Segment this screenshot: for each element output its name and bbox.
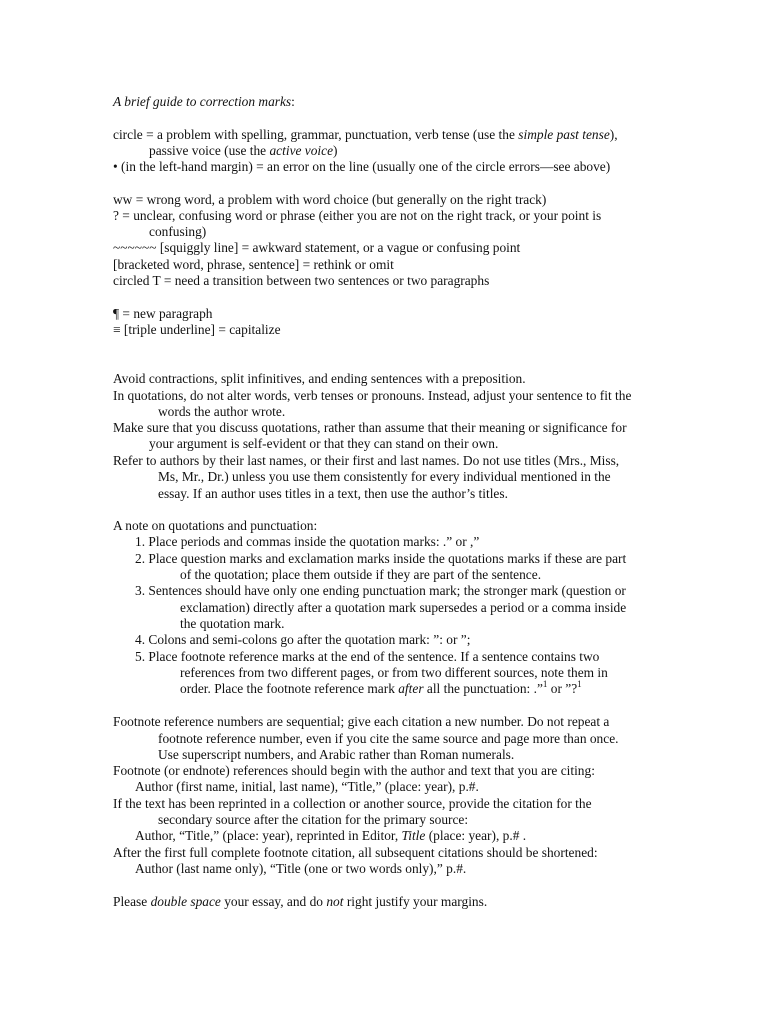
mark-bullet: • (in the left-hand margin) = an error on the line (usually one of the circle errors—see above) xyxy=(113,159,611,174)
punct-item-5-cont2: order. Place the footnote reference mark after all the punctuation: .”$^1$ or ”?$^1$ xyxy=(180,679,582,696)
mark-question-cont: confusing) xyxy=(149,224,207,239)
punct-item-3-cont1: exclamation) directly after a quotation mark supersedes a period or a comma inside xyxy=(180,600,627,615)
style-avoid: Avoid contractions, split infinitives, and ending sentences with a preposition. xyxy=(113,371,526,386)
punct-item-3-cont2: the quotation mark. xyxy=(180,616,285,631)
footnote-sequential: Footnote reference numbers are sequential; give each citation a new number. Do not repeat a xyxy=(113,714,610,729)
punct-item-5: 5. Place footnote reference marks at the end of the sentence. If a sentence contains two xyxy=(135,649,600,664)
punct-item-3: 3. Sentences should have only one ending punctuation mark; the stronger mark (question or xyxy=(135,583,626,598)
mark-circle: circle = a problem with spelling, grammar, punctuation, verb tense (use the simple past tense), xyxy=(113,127,618,142)
punct-item-2: 2. Place question marks and exclamation marks inside the quotations marks if these are part xyxy=(135,551,627,566)
footnote-sequential-cont1: footnote reference number, even if you cite the same source and page more than once. xyxy=(158,731,619,746)
footnote-reprinted-cont: secondary source after the citation for the primary source: xyxy=(158,812,469,827)
mark-circled-t: circled T = need a transition between two sentences or two paragraphs xyxy=(113,273,490,288)
style-discuss-cont: your argument is self-evident or that they can stand on their own. xyxy=(149,436,499,451)
footnote-sequential-cont2: Use superscript numbers, and Arabic rather than Roman numerals. xyxy=(158,747,515,762)
style-discuss: Make sure that you discuss quotations, rather than assume that their meaning or significance for xyxy=(113,420,627,435)
footnote-shortened: After the first full complete footnote citation, all subsequent citations should be shortened: xyxy=(113,845,598,860)
mark-triple-underline: ≡ [triple underline] = capitalize xyxy=(113,322,281,337)
footnote-example-2: Author, “Title,” (place: year), reprinted in Editor, Title (place: year), p.# . xyxy=(135,828,527,843)
mark-passive-voice: passive voice (use the active voice) xyxy=(149,143,338,158)
mark-pilcrow: ¶ = new paragraph xyxy=(113,306,213,321)
footnote-example-1: Author (first name, initial, last name), “Title,” (place: year), p.#. xyxy=(135,779,479,794)
footnote-begin: Footnote (or endnote) references should begin with the author and text that you are citing: xyxy=(113,763,595,778)
mark-question: ? = unclear, confusing word or phrase (either you are not on the right track, or your point is xyxy=(113,208,602,223)
mark-squiggle: ~~~~~~ [squiggly line] = awkward statement, or a vague or confusing point xyxy=(113,240,521,255)
style-refer-cont1: Ms, Mr., Dr.) unless you use them consistently for every individual mentioned in the xyxy=(158,469,611,484)
mark-wrong-word: ww = wrong word, a problem with word choice (but generally on the right track) xyxy=(113,192,547,207)
mark-bracket: [bracketed word, phrase, sentence] = rethink or omit xyxy=(113,257,394,272)
punct-item-5-cont1: references from two different pages, or from two different sources, note them in xyxy=(180,665,608,680)
punct-item-4: 4. Colons and semi-colons go after the quotation mark: ”: or ”; xyxy=(135,632,471,647)
footnote-superscript: 1 xyxy=(577,679,582,689)
footnote-reprinted: If the text has been reprinted in a collection or another source, provide the citation for the xyxy=(113,796,592,811)
footnote-example-3: Author (last name only), “Title (one or two words only),” p.#. xyxy=(135,861,467,876)
closing-instruction: Please double space your essay, and do not right justify your margins. xyxy=(113,894,488,909)
style-refer-cont2: essay. If an author uses titles in a text, then use the author’s titles. xyxy=(158,486,508,501)
punct-item-1: 1. Place periods and commas inside the quotation marks: .” or ,” xyxy=(135,534,480,549)
style-refer: Refer to authors by their last names, or their first and last names. Do not use titles (Mrs., Miss, xyxy=(113,453,620,468)
punctuation-heading: A note on quotations and punctuation: xyxy=(113,518,318,533)
footnote-superscript: 1 xyxy=(542,679,548,689)
punct-item-2-cont: of the quotation; place them outside if they are part of the sentence. xyxy=(180,567,542,582)
guide-title: A brief guide to correction marks: xyxy=(113,94,295,109)
style-quotations: In quotations, do not alter words, verb tenses or pronouns. Instead, adjust your sentence to fit the xyxy=(113,388,632,403)
style-quotations-cont: words the author wrote. xyxy=(158,404,286,419)
